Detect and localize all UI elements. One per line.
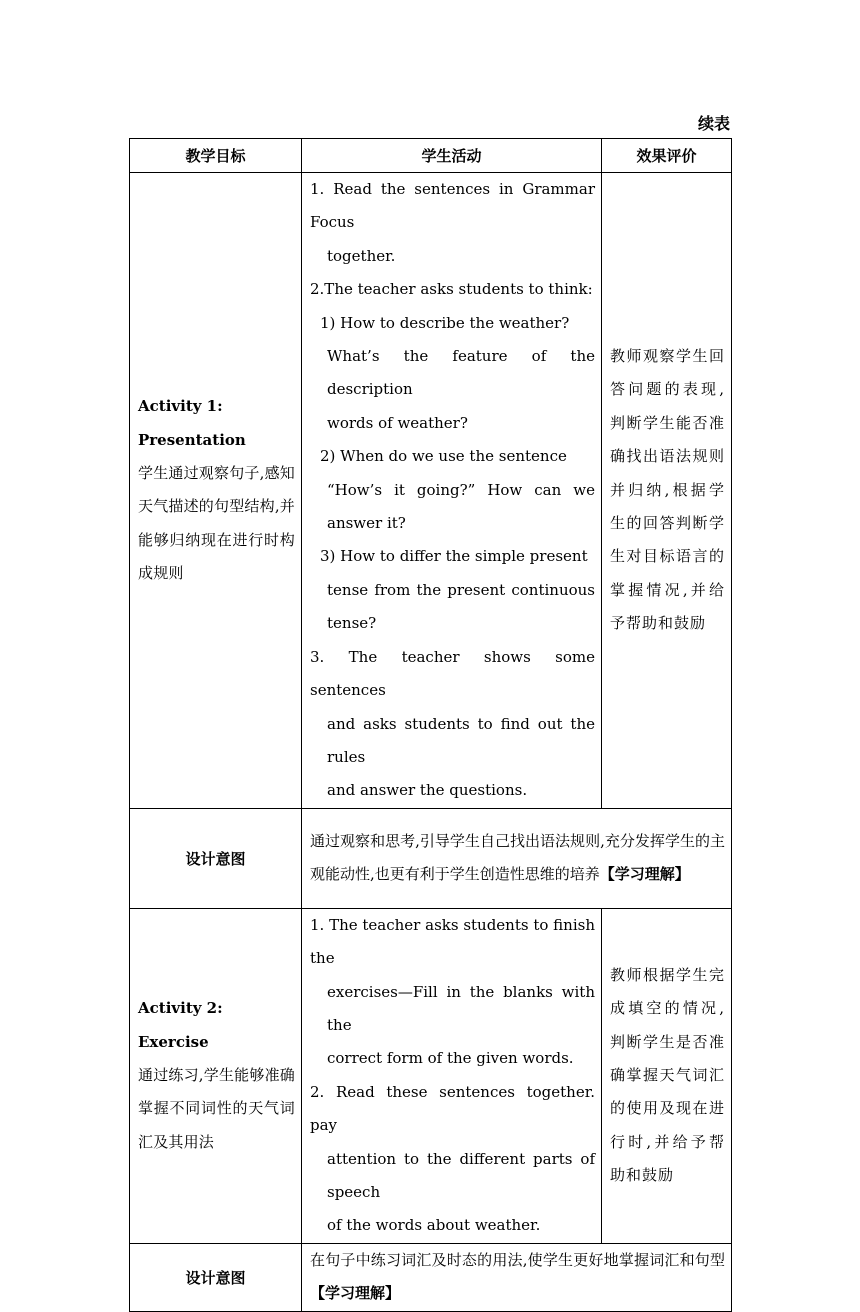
a1-item3-line2: and asks students to find out the rules (327, 714, 595, 766)
a1-item3-line3: and answer the questions. (327, 781, 528, 800)
a2-item1-line2: exercises—Fill in the blanks with the (327, 982, 595, 1034)
activity1-goal-text: 学生通过观察句子,感知天气描述的句型结构,并能够归纳现在进行时构成规则 (138, 463, 295, 583)
header-row (130, 139, 732, 173)
a1-q1-line2: What’s the feature of the description (327, 347, 595, 399)
a2-item1-line3: correct form of the given words. (327, 1049, 574, 1068)
activity2-title: Activity 2: (138, 999, 223, 1018)
header-goal: 教学目标 (130, 139, 302, 173)
a1-q3-line1: 3) How to differ the simple present (320, 547, 588, 566)
a1-q3-line2: tense from the present continuous (327, 580, 595, 599)
intent1-text: 通过观察和思考,引导学生自己找出语法规则,充分发挥学生的主观能动性,也更有利于学生创造性思维的培养 (310, 831, 725, 884)
activity2-goal-cell (130, 908, 302, 1243)
a1-q1-line3: words of weather? (327, 413, 468, 432)
activity1-goal-cell (130, 173, 302, 809)
a1-item1-line2: together. (327, 246, 396, 265)
continued-label: 续表 (697, 114, 730, 133)
header-activity: 学生活动 (302, 139, 602, 173)
a2-item2-line1: 2. Read these sentences together. pay (310, 1082, 595, 1135)
a1-item1-line1: 1. Read the sentences in Grammar Focus (310, 180, 595, 232)
activity1-title: Activity 1: (138, 397, 223, 416)
activity2-goal-text: 通过练习,学生能够准确掌握不同词性的天气词汇及其用法 (138, 1066, 295, 1151)
lesson-plan-table (129, 138, 732, 1312)
a2-item2-line3: of the words about weather. (327, 1216, 541, 1235)
a1-q1-line1: 1) How to describe the weather? (320, 313, 570, 332)
intent2-text-cell (302, 1243, 732, 1311)
a1-item3-line1: 3. The teacher shows some sentences (310, 647, 595, 700)
intent2-label: 设计意图 (130, 1243, 302, 1311)
activity1-row (130, 173, 732, 809)
intent1-row (130, 808, 732, 908)
activity1-evaluation-cell: 教师观察学生回答问题的表现,判断学生能否准确找出语法规则并归纳,根据学生的回答判断学生对目标语言的掌握情况,并给予帮助和鼓励 (602, 173, 732, 809)
activity1-activity-cell (302, 173, 602, 809)
intent2-row (130, 1243, 732, 1311)
a2-item1-line1: 1. The teacher asks students to finish the (310, 915, 595, 968)
a1-q2-line2: “How’s it going?” How can we (327, 480, 595, 499)
intent2-tag: 【学习理解】 (310, 1284, 401, 1303)
a1-q3-line3: tense? (327, 614, 377, 633)
intent1-tag: 【学习理解】 (599, 865, 690, 884)
activity1-subtitle: Presentation (138, 430, 246, 449)
a1-q2-line3: answer it? (327, 514, 406, 533)
activity2-evaluation-cell: 教师根据学生完成填空的情况,判断学生是否准确掌握天气词汇的使用及现在进行时,并给予帮助和鼓励 (602, 908, 732, 1243)
a2-item2-line2: attention to the different parts of speech (327, 1149, 595, 1201)
activity2-subtitle: Exercise (138, 1032, 209, 1051)
header-evaluation: 效果评价 (602, 139, 732, 173)
a1-q2-line1: 2) When do we use the sentence (320, 447, 567, 466)
intent1-text-cell (302, 808, 732, 908)
a1-item2: 2.The teacher asks students to think: (310, 280, 593, 299)
intent2-text: 在句子中练习词汇及时态的用法,使学生更好地掌握词汇和句型 (310, 1250, 725, 1269)
activity2-row (130, 908, 732, 1243)
activity2-activity-cell (302, 908, 602, 1243)
intent1-label: 设计意图 (130, 808, 302, 908)
